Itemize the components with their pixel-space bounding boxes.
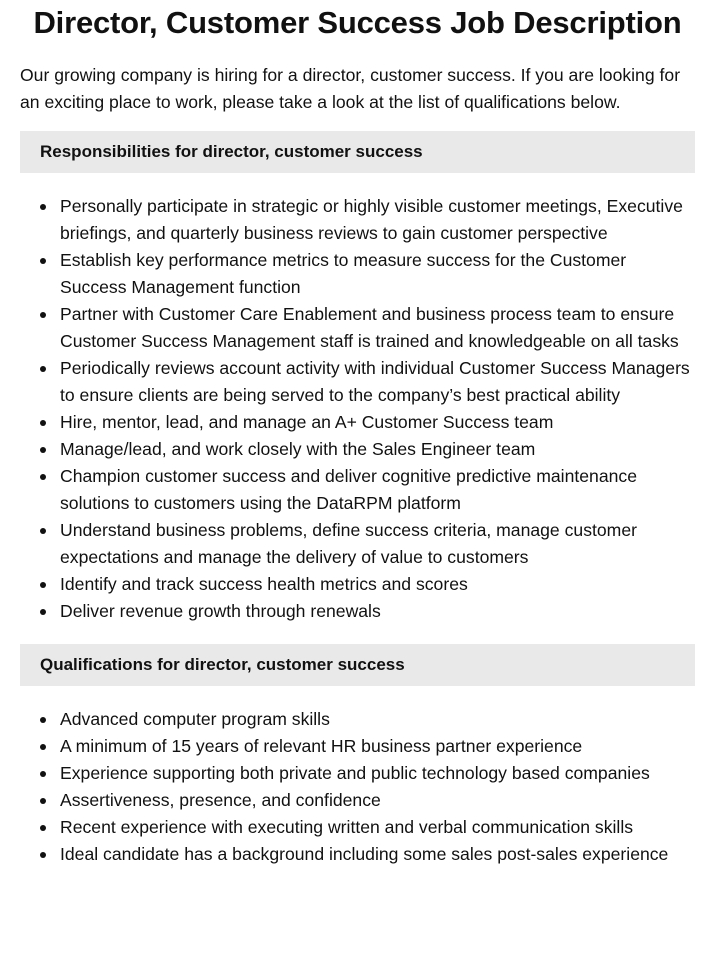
list-item xyxy=(20,841,695,868)
bullet-icon xyxy=(40,312,46,318)
list-item xyxy=(20,814,695,841)
list-item xyxy=(20,598,695,625)
bullet-icon xyxy=(40,258,46,264)
bullet-icon xyxy=(40,474,46,480)
list-item-text: Identify and track success health metrics and scores xyxy=(60,574,468,594)
list-item-text: Champion customer success and deliver cognitive predictive maintenance solutions to customers using the DataRPM platform xyxy=(60,466,637,513)
list-item xyxy=(20,463,695,517)
list-item-text: Deliver revenue growth through renewals xyxy=(60,601,381,621)
list-item-text: Partner with Customer Care Enablement and business process team to ensure Customer Success Management staff is trained and knowledgeable on all tasks xyxy=(60,304,679,351)
bullet-icon xyxy=(40,609,46,615)
list-item xyxy=(20,706,695,733)
bullet-icon xyxy=(40,366,46,372)
list-item-text: A minimum of 15 years of relevant HR business partner experience xyxy=(60,736,583,756)
page-title: Director, Customer Success Job Description xyxy=(33,5,682,40)
list-item-text: Hire, mentor, lead, and manage an A+ Customer Success team xyxy=(60,412,554,432)
list-item xyxy=(20,247,695,301)
responsibilities-list xyxy=(20,193,695,625)
bullet-icon xyxy=(40,528,46,534)
list-item-text: Recent experience with executing written and verbal communication skills xyxy=(60,817,634,837)
bullet-icon xyxy=(40,852,46,858)
list-item-text: Understand business problems, define success criteria, manage customer expectations and manage the delivery of value to customers xyxy=(60,520,637,567)
list-item xyxy=(20,760,695,787)
list-item-text: Advanced computer program skills xyxy=(60,709,330,729)
bullet-icon xyxy=(40,825,46,831)
list-item xyxy=(20,517,695,571)
bullet-icon xyxy=(40,420,46,426)
qualifications-heading: Qualifications for director, customer success xyxy=(20,644,695,686)
list-item-text: Establish key performance metrics to measure success for the Customer Success Management function xyxy=(60,250,627,297)
list-item xyxy=(20,355,695,409)
bullet-icon xyxy=(40,447,46,453)
responsibilities-heading: Responsibilities for director, customer success xyxy=(20,131,695,173)
list-item xyxy=(20,787,695,814)
bullet-icon xyxy=(40,717,46,723)
list-item xyxy=(20,409,695,436)
bullet-icon xyxy=(40,771,46,777)
list-item xyxy=(20,301,695,355)
qualifications-list xyxy=(20,706,695,868)
list-item xyxy=(20,193,695,247)
bullet-icon xyxy=(40,204,46,210)
list-item xyxy=(20,733,695,760)
bullet-icon xyxy=(40,798,46,804)
list-item-text: Assertiveness, presence, and confidence xyxy=(60,790,381,810)
list-item-text: Manage/lead, and work closely with the Sales Engineer team xyxy=(60,439,536,459)
intro-paragraph: Our growing company is hiring for a director, customer success. If you are looking for an exciting place to work, please take a look at the list of qualifications below. xyxy=(20,65,681,112)
bullet-icon xyxy=(40,582,46,588)
bullet-icon xyxy=(40,744,46,750)
list-item-text: Periodically reviews account activity with individual Customer Success Managers to ensure clients are being served to the company’s best practical ability xyxy=(60,358,690,405)
list-item xyxy=(20,571,695,598)
list-item-text: Experience supporting both private and public technology based companies xyxy=(60,763,650,783)
list-item-text: Personally participate in strategic or highly visible customer meetings, Executive briefings, and quarterly business reviews to gain customer perspective xyxy=(60,196,683,243)
list-item xyxy=(20,436,695,463)
list-item-text: Ideal candidate has a background including some sales post-sales experience xyxy=(60,844,669,864)
